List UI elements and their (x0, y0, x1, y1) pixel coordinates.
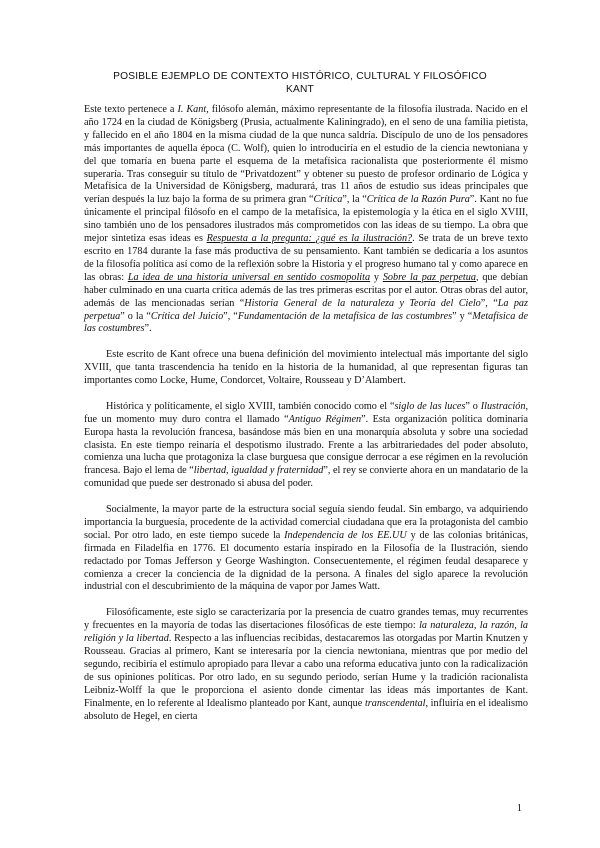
paragraph-definition: Este escrito de Kant ofrece una buena definición del movimiento intelectual más importante del siglo XVIII, que tanta trascendencia ha tenido en la historia de la humanidad, al que representan figuras tan importantes como Locke, Hume, Condorcet, Voltaire, Rousseau y D’Alambert. (84, 349, 528, 387)
paragraph-social (84, 504, 528, 594)
work-title-underlined: La idea de una historia universal en sentido cosmopolita (127, 271, 371, 283)
work-title: Metafísica de las costumbres (84, 310, 528, 335)
text-run: Histórica y políticamente, el siglo XVIII, también conocido como el “ (106, 400, 395, 412)
page-number: 1 (516, 803, 522, 814)
quoted-term: transcendental (364, 697, 426, 709)
work-title-underlined: Respuesta a la pregunta: ¿qué es la ilustración? (206, 233, 413, 245)
work-title: La paz perpetua (84, 297, 528, 322)
quoted-term: siglo de las luces (394, 400, 466, 412)
author-name: I. Kant (177, 104, 207, 115)
text-run: y de las colonias británicas, firmada en Filadelfia en 1776. El documento estaría inspirado en la Filosofía de la Ilustración, siendo redactado por Tomas Jefferson y George Washington. Consecuentemente, el régimen feudal desaparece y comienza a crecer la conciencia de la dignidad de la persona. A finales del siglo aparece la revolución industrial con el descubrimiento de la máquina de vapor por James Watt. (84, 529, 528, 593)
text-run: , fue un momento muy duro contra el llamado “ (84, 400, 528, 425)
text-run: , que debían haber culminado en una cuarta crítica además de las tres primeras escritas por el autor. Otras obras del autor, además de las mencionadas serían “ (84, 271, 529, 309)
paragraph-historical-political (84, 401, 528, 491)
work-title-underlined: Sobre la paz perpetua (382, 271, 476, 283)
text-run: ” y “ (452, 310, 473, 322)
text-run: ”, “ (480, 297, 498, 309)
text-run: ”, el rey se convierte ahora en un mandatario de la comunidad que puede ser destronado si abusa del poder. (84, 465, 528, 490)
work-title: Crítica (313, 194, 343, 206)
text-run: , influiría en el idealismo absoluto de Hegel, en cierta (84, 697, 528, 722)
text-run: Socialmente, la mayor parte de la estructura social seguía siendo feudal. Sin embargo, va adquiriendo importancia la burguesía, procedente de la actividad comercial ciudadana que era la protagonista del cambio social. Por otro lado, en este tiempo sucede la (84, 504, 528, 541)
work-title: Historia General de la naturaleza y Teoría del Cielo (244, 297, 481, 309)
text-run: ” o la “ (120, 310, 151, 322)
work-title: Crítica del Juicio (150, 310, 224, 322)
text-run: . Respecto a las influencias recibidas, destacaremos las otorgadas por Martin Knutzen y Rousseau. Gracias al primero, Kant se interesaría por la ciencia newtoniana, mientras que por medio del segundo, recibiría el estímulo apropiado para llevar a cabo una reforma educativa junto con la radicalización de sus opiniones políticas. Por otro lado, en su segundo periodo, serían Hume y la tradición racionalista Leibniz-Wolff la que le proporciona el asiento donde cimentar las ideas más importantes de Kant. Finalmente, en lo referente al Idealismo planteado por Kant, aunque (84, 633, 529, 709)
quoted-term: Antiguo Régimen (288, 413, 362, 425)
quoted-term: Ilustración (480, 400, 526, 412)
text-run: ”. (144, 323, 152, 335)
quoted-term: la naturaleza, la razón, la religión y la libertad (84, 620, 528, 645)
text-run: ”. Esta organización política dominaría Europa hasta la revolución francesa, basándose más bien en una monarquía absoluta y sobre una sociedad clasista. En este tiempo reinaría el despotismo ilustrado. Frente a las arbitrariedades del poder absoluto, comienza una lucha que protagoniza la clase burguesa que consigue derrocar a ese régimen en la revolución francesa. Bajo el lema de “ (84, 413, 529, 477)
text-run: ”, la “ (342, 194, 367, 206)
text-run: ”, “ (223, 310, 238, 322)
text-run: Filosóficamente, este siglo se caracterizaría por la presencia de cuatro grandes temas, muy recurrentes y frecuentes en la mayoría de todas las disertaciones filosóficas de este tiempo: (84, 607, 528, 632)
work-title: Fundamentación de la metafísica de las costumbres (237, 310, 453, 322)
text-run: , filósofo alemán, máximo representante de la filosofía ilustrada. Nacido en el año 1724 en la ciudad de Königsberg (Prusia, actualmente Kaliningrado), en el seno de una familia pietista, y fallecido en el año 1804 en la misma ciudad de la que nunca saldría. Discípulo de uno de los pensadores más importantes de aquella época (C. Wolf), quien lo introduciría en el estudio de la ciencia newtoniana y del que tomaría en buena parte el esquema de la metafísica racionalista que posteriormente él mismo superaría. Tras conseguir su título de “Privatdozent” y obtener su puesto de profesor ordinario de Lógica y Metafísica de la Universidad de Königsberg, madurará, tras 11 años de estudio sus ideas principales que verían después la luz bajo la forma de su primera gran “ (84, 104, 528, 206)
quoted-term: Independencia de los EE.UU (284, 529, 407, 541)
page-title (60, 70, 540, 96)
text-run: ” o (465, 400, 481, 412)
text-run: . Se trata de un breve texto escrito en 1784 durante la fase más productiva de su pensamiento. Kant también se dedicaría a los asuntos de la filosofía política así como de la reflexión sobre la Historia y el progreso humano tal y como aparece en las obras: (84, 233, 528, 283)
text-run: Este texto pertenece a (84, 104, 178, 115)
paragraph-introduction (84, 104, 528, 336)
text-run: ”. Kant no fue únicamente el principal filósofo en el campo de la metafísica, la epistemología y la ética en el siglo XVIII, sino también uno de los pensadores ilustrados más comprometidos con las ideas de su tiempo. La obra que mejor sintetiza esas ideas es (84, 194, 528, 245)
title-line-1: POSIBLE EJEMPLO DE CONTEXTO HISTÓRICO, CULTURAL Y FILOSÓFICO (113, 71, 487, 82)
paragraph-philosophical (84, 607, 528, 723)
work-title: Crítica de la Razón Pura (366, 194, 470, 206)
title-line-2: KANT (286, 84, 314, 95)
document-body (84, 104, 528, 723)
quoted-term: libertad, igualdad y fraternidad (193, 465, 324, 477)
text-run: y (370, 271, 383, 283)
